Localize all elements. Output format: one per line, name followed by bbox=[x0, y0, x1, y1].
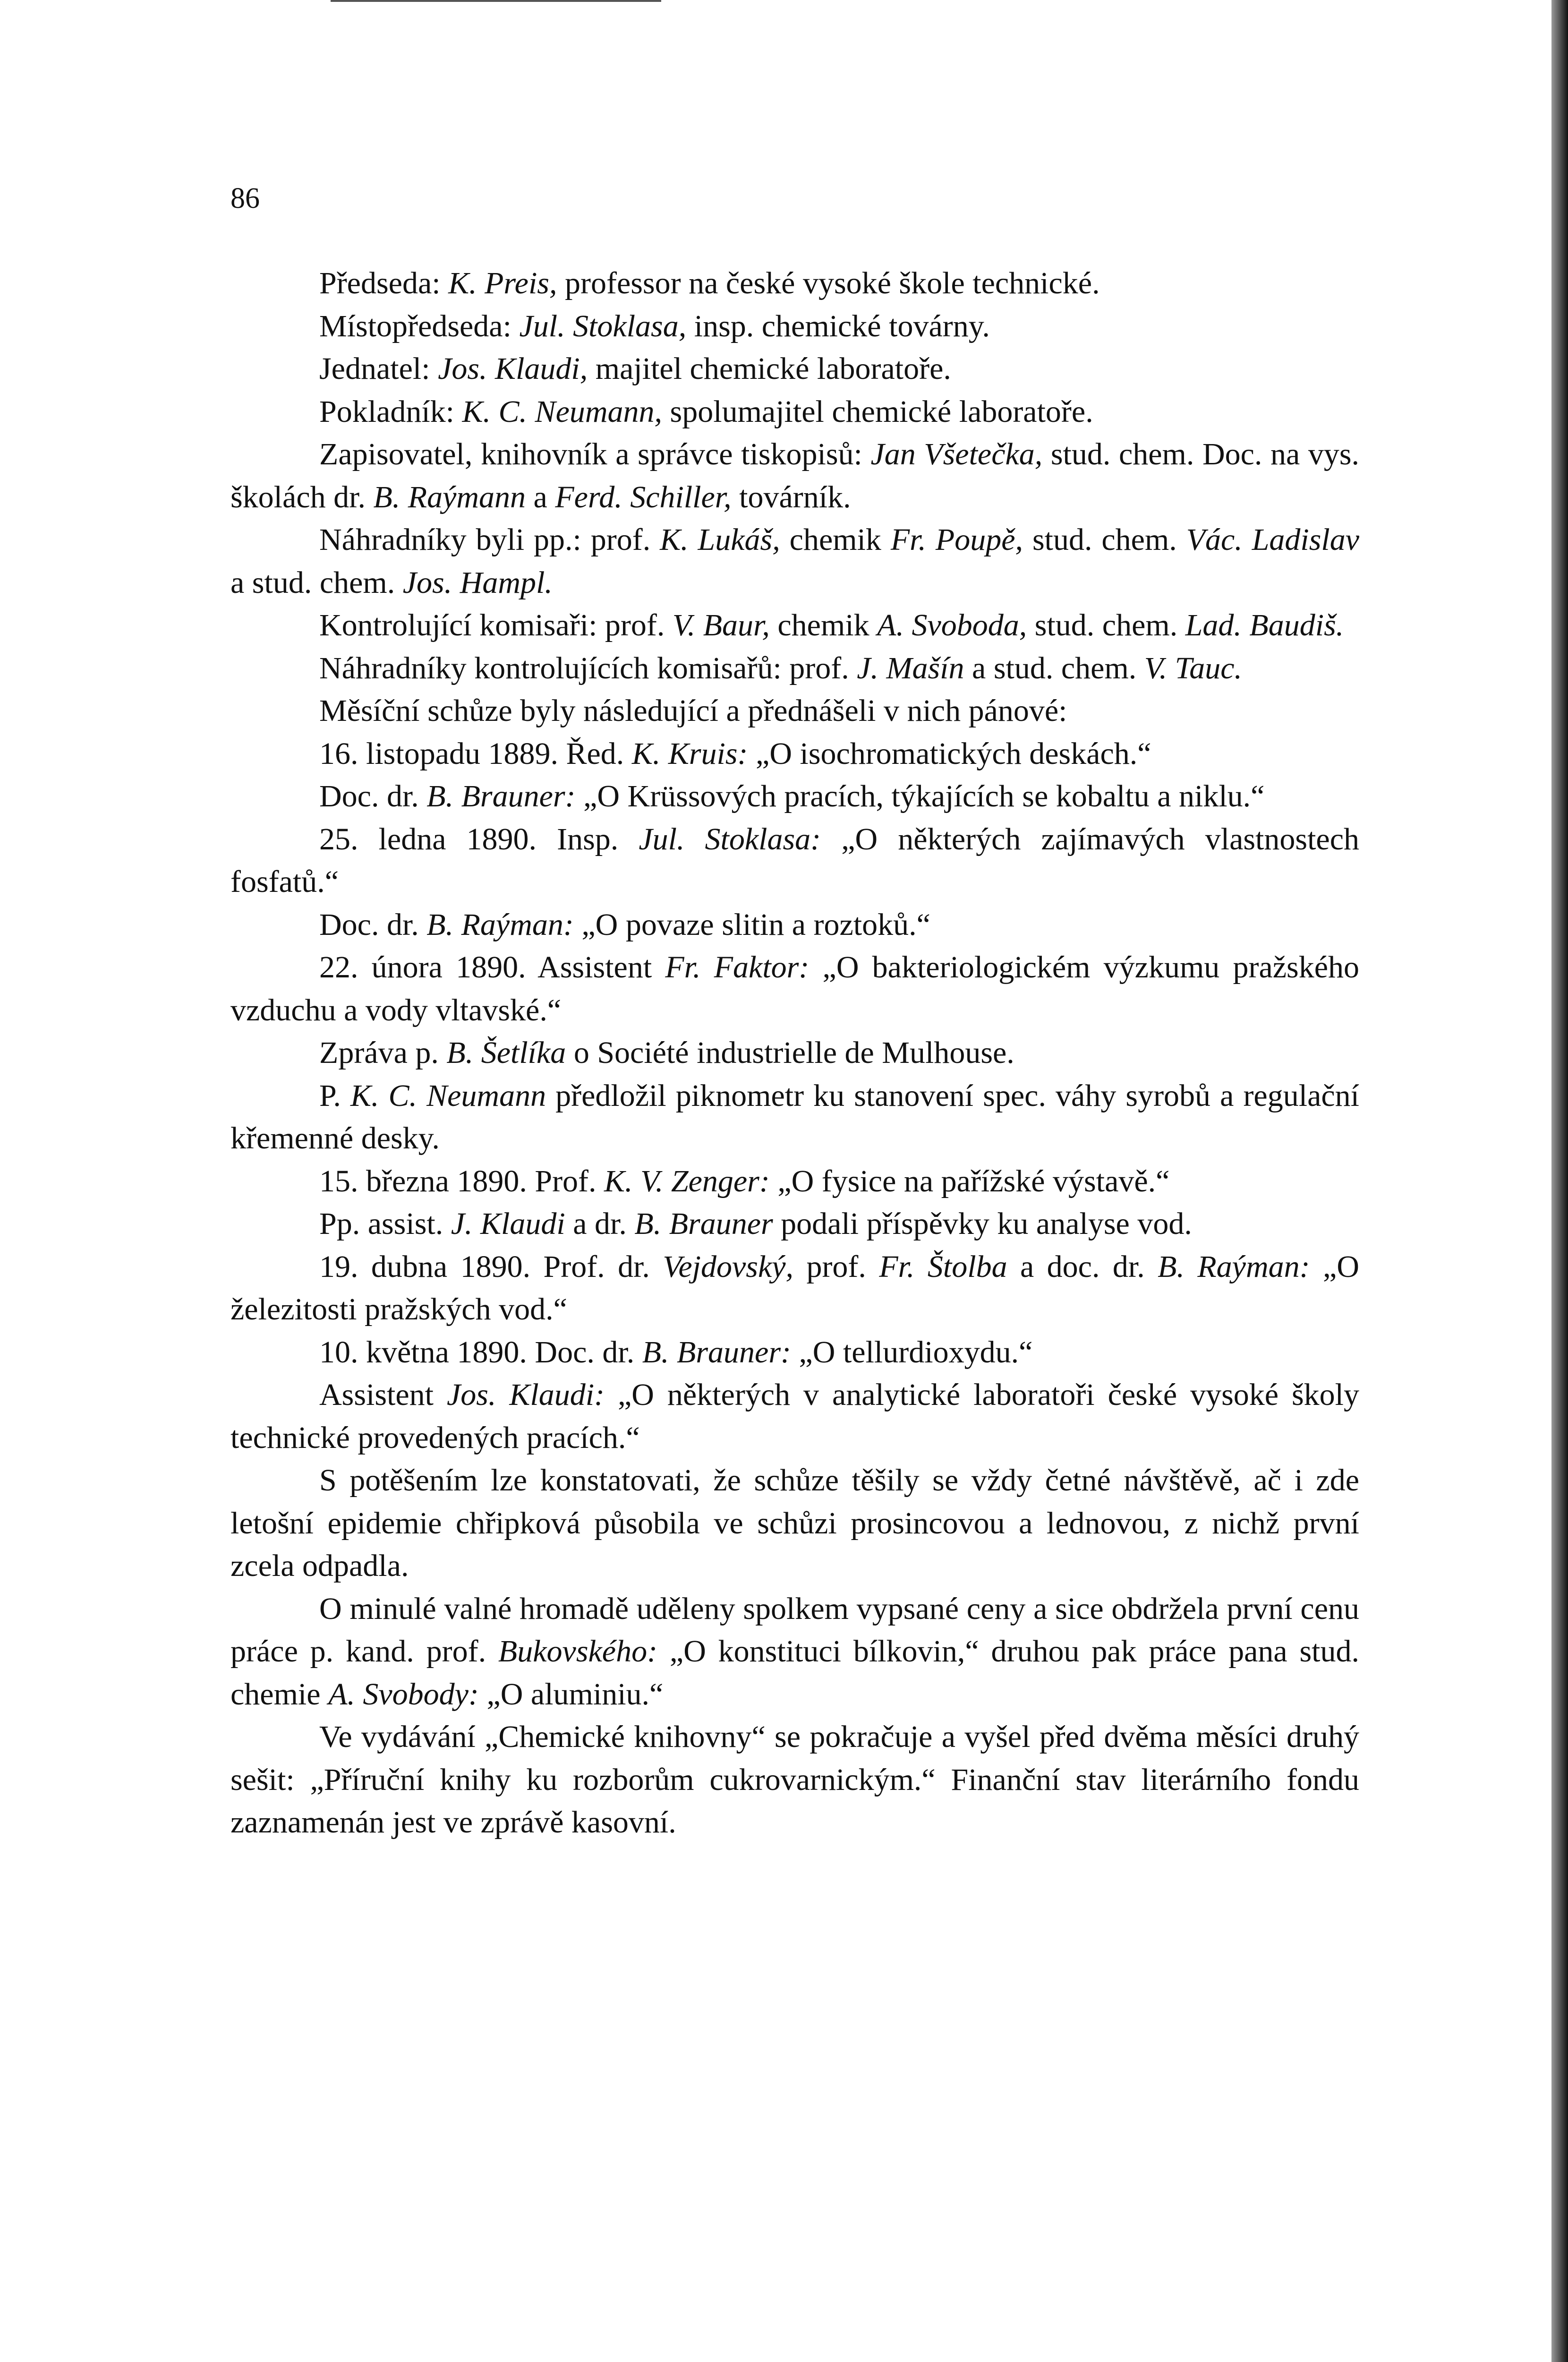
text: a bbox=[533, 479, 547, 514]
person-name: V. Tauc. bbox=[1144, 650, 1243, 685]
label: Zapisovatel, knihovník a správce tiskopisů: bbox=[319, 437, 862, 471]
paragraph-mistopredseda bbox=[230, 305, 1359, 348]
text: chemik bbox=[789, 522, 881, 557]
person-name: A. Svobody: bbox=[328, 1677, 479, 1712]
text: „O konstituci bílkovin,“ druhou pak práce pana stud. chemie bbox=[230, 1634, 1359, 1712]
date: 19. dubna 1890. Prof. dr. bbox=[319, 1249, 650, 1284]
text: „O aluminiu.“ bbox=[486, 1677, 664, 1712]
person-name: Jul. Stoklasa, bbox=[519, 308, 687, 343]
page-text bbox=[230, 262, 1359, 1844]
label: Kontrolující komisaři: prof. bbox=[319, 608, 665, 642]
lecture-title: „O některých v analytické laboratoři české vysoké školy technické provedených pracích.“ bbox=[230, 1378, 1360, 1455]
date: 22. února 1890. Assistent bbox=[319, 950, 652, 984]
person-name: B. Brauner: bbox=[642, 1335, 791, 1369]
person-name: B. Brauner bbox=[634, 1207, 773, 1241]
paragraph-meeting-1 bbox=[230, 733, 1359, 776]
person-name: Jan Všetečka, bbox=[870, 437, 1043, 471]
role: insp. chemické továrny. bbox=[694, 308, 990, 343]
text: a stud. chem. bbox=[230, 565, 395, 600]
paragraph-meeting-7 bbox=[230, 1075, 1359, 1160]
person-name: B. Raýman: bbox=[426, 907, 574, 942]
paragraph-closing-3 bbox=[230, 1716, 1359, 1844]
paragraph-nahradnici bbox=[230, 519, 1359, 604]
date: 16. listopadu 1889. Řed. bbox=[319, 736, 624, 771]
lecture-title: „O Krüssových pracích, týkajících se kobaltu a niklu.“ bbox=[583, 779, 1265, 813]
person-name: B. Raýman: bbox=[1158, 1249, 1310, 1284]
paragraph-kontrolujici bbox=[230, 604, 1359, 647]
page-number: 86 bbox=[230, 182, 260, 214]
person-name: Vejdovský, bbox=[663, 1249, 794, 1284]
role: professor na české vysoké škole technické. bbox=[564, 266, 1100, 300]
paragraph-meeting-11 bbox=[230, 1331, 1359, 1374]
paragraph-pokladnik bbox=[230, 391, 1359, 434]
label: Místopředseda: bbox=[319, 308, 511, 343]
text: O minulé valné hromadě uděleny spolkem vypsané ceny a sice obdržela první cenu práce p. kand. prof. bbox=[230, 1591, 1359, 1669]
person-name: Lad. Baudiš. bbox=[1185, 608, 1344, 642]
scan-edge-mark bbox=[331, 0, 661, 2]
paragraph-meetings-intro bbox=[230, 690, 1359, 733]
text: a dr. bbox=[573, 1207, 627, 1241]
text: chemik bbox=[777, 608, 869, 642]
person-name: Jos. Klaudi, bbox=[438, 351, 588, 386]
lecture-title: „O bakteriologickém výzkumu pražského vzduchu a vody vltavské.“ bbox=[230, 950, 1360, 1027]
person-name: Fr. Štolba bbox=[879, 1249, 1007, 1284]
paragraph-meeting-4 bbox=[230, 904, 1359, 947]
text: stud. chem. bbox=[1032, 522, 1177, 557]
person-name: Jul. Stoklasa: bbox=[639, 822, 821, 856]
label: Náhradníky kontrolujících komisařů: prof. bbox=[319, 650, 849, 685]
label: Předseda: bbox=[319, 266, 441, 300]
person-name: Jos. Klaudi: bbox=[446, 1378, 605, 1412]
person-name: Bukovského: bbox=[498, 1634, 658, 1669]
text: podali příspěvky ku analyse vod. bbox=[781, 1207, 1192, 1241]
person-name: J. Mašín bbox=[857, 650, 964, 685]
paragraph-nahradnici-kontrol bbox=[230, 647, 1359, 690]
paragraph-meeting-5 bbox=[230, 946, 1359, 1032]
paragraph-meeting-3 bbox=[230, 818, 1359, 904]
person-name: K. C. Neumann, bbox=[462, 394, 663, 429]
role: stud. chem. bbox=[1050, 437, 1194, 471]
person-name: K. C. Neumann bbox=[350, 1078, 546, 1113]
paragraph-closing-1 bbox=[230, 1459, 1359, 1588]
person-name: K. V. Zenger: bbox=[604, 1164, 770, 1198]
text: předložil piknometr ku stanovení spec. váhy syrobů a regulační křemenné desky. bbox=[230, 1078, 1359, 1155]
person-name: Fr. Faktor: bbox=[665, 950, 810, 984]
lecture-title: „O některých zajímavých vlastnostech fosfatů.“ bbox=[230, 822, 1359, 899]
paragraph-meeting-8 bbox=[230, 1160, 1359, 1203]
text: Ve vydávání „Chemické knihovny“ se pokračuje a vyšel před dvěma měsíci druhý sešit: „Příruční knihy ku rozborům cukrovarnickým.“ Finanční stav literárního fondu zaznamenán jest ve zprávě kasovní. bbox=[230, 1720, 1359, 1840]
person-name: Vác. Ladislav bbox=[1186, 522, 1360, 557]
page-edge-shadow bbox=[1551, 0, 1568, 2362]
role: majitel chemické laboratoře. bbox=[595, 351, 951, 386]
text: Doc. na vys. školách dr. bbox=[230, 437, 1360, 514]
paragraph-meeting-12 bbox=[230, 1374, 1359, 1459]
paragraph-meeting-6 bbox=[230, 1032, 1359, 1075]
paragraph-meeting-10 bbox=[230, 1246, 1359, 1331]
label: Jednatel: bbox=[319, 351, 430, 386]
lecture-title: „O isochromatických deskách.“ bbox=[756, 736, 1151, 771]
role: spolumajitel chemické laboratoře. bbox=[670, 394, 1093, 429]
person-name: B. Šetlíka bbox=[446, 1036, 566, 1070]
date: 10. května 1890. Doc. dr. bbox=[319, 1335, 635, 1369]
paragraph-meeting-9 bbox=[230, 1203, 1359, 1246]
date: 25. ledna 1890. Insp. bbox=[319, 822, 619, 856]
text: o Société industrielle de Mulhouse. bbox=[573, 1036, 1014, 1070]
person-name: K. Kruis: bbox=[631, 736, 748, 771]
text: Pp. assist. bbox=[319, 1207, 443, 1241]
person-name: K. Lukáš, bbox=[660, 522, 780, 557]
paragraph-zapisovatel bbox=[230, 433, 1359, 519]
person-name: Jos. Hampl. bbox=[402, 565, 553, 600]
text: a stud. chem. bbox=[972, 650, 1137, 685]
text: a doc. dr. bbox=[1020, 1249, 1145, 1284]
person-name: J. Klaudi bbox=[451, 1207, 565, 1241]
person-name: A. Svoboda, bbox=[877, 608, 1027, 642]
paragraph-closing-2 bbox=[230, 1588, 1359, 1716]
paragraph-jednatel bbox=[230, 348, 1359, 391]
lecture-title: „O povaze slitin a roztoků.“ bbox=[581, 907, 930, 942]
person-name: B. Raýmann bbox=[373, 479, 526, 514]
lecture-title: „O fysice na pařížské výstavě.“ bbox=[777, 1164, 1170, 1198]
text: Zpráva p. bbox=[319, 1036, 439, 1070]
text: Assistent bbox=[319, 1378, 434, 1412]
role: továrník. bbox=[739, 479, 851, 514]
person-name: K. Preis, bbox=[448, 266, 557, 300]
person-name: B. Brauner: bbox=[426, 779, 576, 813]
text: P. bbox=[319, 1078, 341, 1113]
text: prof. bbox=[806, 1249, 866, 1284]
text: Doc. dr. bbox=[319, 907, 419, 942]
paragraph-meeting-2 bbox=[230, 775, 1359, 818]
label: Pokladník: bbox=[319, 394, 455, 429]
text: S potěšením lze konstatovati, že schůze těšily se vždy četné návštěvě, ač i zde letošní epidemie chřipková působila ve schůzi prosincovou a lednovou, z nichž první zcela odpadla. bbox=[230, 1463, 1359, 1583]
date: 15. března 1890. Prof. bbox=[319, 1164, 597, 1198]
text: Měsíční schůze byly následující a přednášeli v nich pánové: bbox=[319, 693, 1067, 728]
person-name: Ferd. Schiller, bbox=[555, 479, 732, 514]
person-name: V. Baur, bbox=[672, 608, 770, 642]
lecture-title: „O tellurdioxydu.“ bbox=[799, 1335, 1033, 1369]
lecture-title: „O železitosti pražských vod.“ bbox=[230, 1249, 1359, 1326]
label: Náhradníky byli pp.: prof. bbox=[319, 522, 651, 557]
text: stud. chem. bbox=[1034, 608, 1178, 642]
person-name: Fr. Poupě, bbox=[890, 522, 1023, 557]
paragraph-predseda bbox=[230, 262, 1359, 305]
text: Doc. dr. bbox=[319, 779, 419, 813]
